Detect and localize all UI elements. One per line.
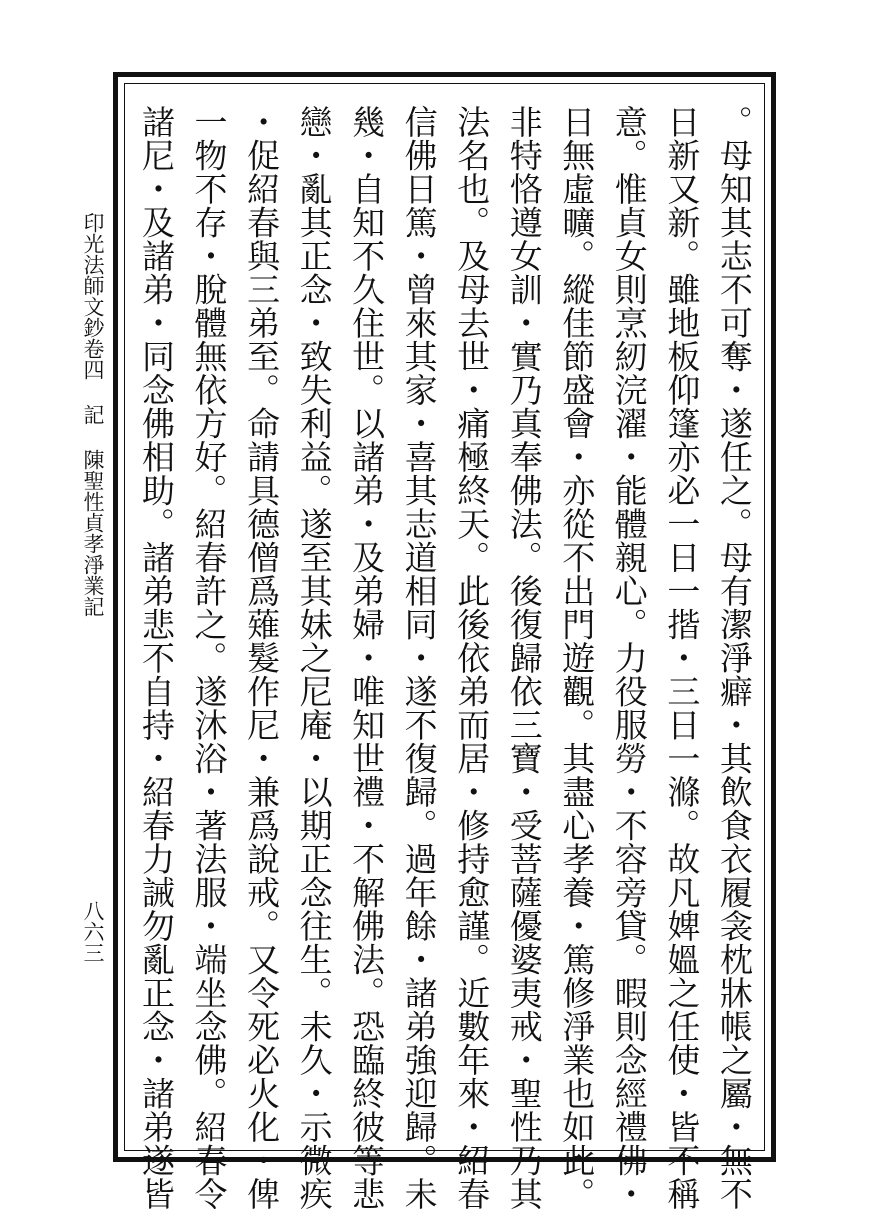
running-head-book: 印光法師文鈔卷四 xyxy=(81,212,105,380)
text-column-11: 一物不存・脫體無依方好。紹春許之。遂沐浴・著法服・端坐念佛。紹春令 xyxy=(189,105,229,1211)
text-column-10: ・促紹春與三弟至。命請具德僧爲薙髮作尼・兼爲說戒。又令死必火化・俾 xyxy=(242,105,282,1211)
text-column-7: 信佛日篤・曾來其家・喜其志道相同・遂不復歸。過年餘・諸弟強迎歸。未 xyxy=(399,105,439,1211)
text-column-9: 戀・亂其正念・致失利益。遂至其妹之尼庵・以期正念往生。未久・示微疾 xyxy=(294,105,334,1211)
text-column-6: 法名也。及母去世・痛極終天。此後依弟而居・修持愈謹。近數年來・紹春 xyxy=(452,105,492,1211)
text-column-5: 非特恪遵女訓・實乃真奉佛法。後復歸依三寶・受菩薩優婆夷戒・聖性乃其 xyxy=(504,105,544,1211)
text-column-8: 幾・自知不久住世。以諸弟・及弟婦・唯知世禮・不解佛法。恐臨終彼等悲 xyxy=(347,105,387,1211)
text-column-3: 意。惟貞女則烹紉浣濯・能體親心。力役服勞・不容旁貸。暇則念經禮佛・ xyxy=(609,105,649,1211)
page-number: 八六三 xyxy=(81,900,105,963)
running-head-chapter: 陳聖性貞孝淨業記 xyxy=(81,449,105,617)
text-column-2: 日新又新。雖地板仰篷亦必一日一揩・三日一滌。故凡婢媼之任使・皆不稱 xyxy=(662,105,702,1211)
text-column-12: 諸尼・及諸弟・同念佛相助。諸弟悲不自持・紹春力誡勿亂正念・諸弟遂皆 xyxy=(137,105,176,1211)
text-column-1: 。母知其志不可奪・遂任之。母有潔淨癖・其飲食衣履衾枕牀帳之屬・無不 xyxy=(714,105,754,1211)
running-head xyxy=(80,212,106,617)
body-text xyxy=(130,105,760,1211)
running-head-section: 記 xyxy=(81,404,105,425)
text-column-4: 日無虛曠。縱佳節盛會・亦從不出門遊觀。其盡心孝養・篤修淨業也如此。 xyxy=(557,105,597,1211)
